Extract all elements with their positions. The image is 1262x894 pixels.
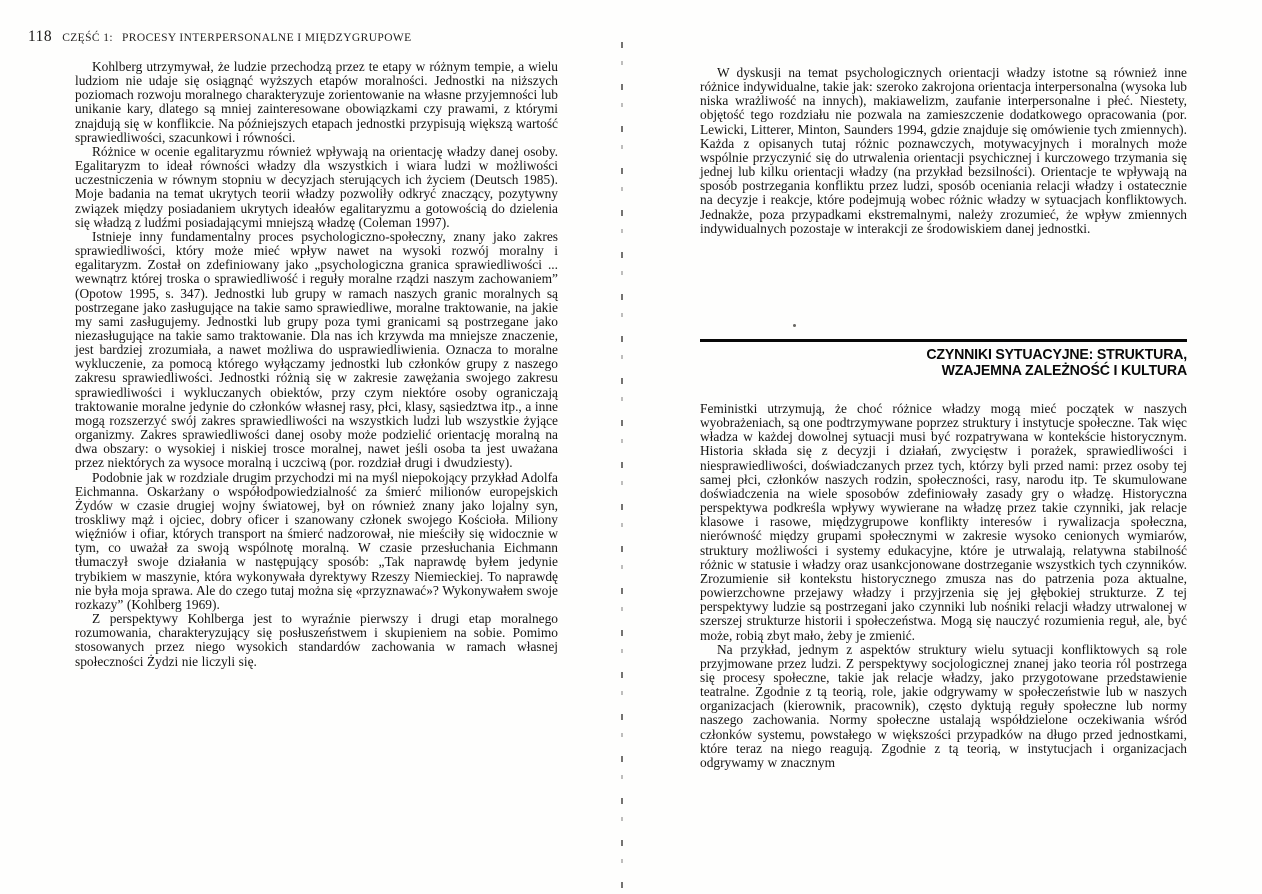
paragraph: Różnice w ocenie egalitaryzmu również wpływają na orientację władzy danej osoby. Egalitaryzm to ideał równości władzy dla wszystkich i wiara ludzi w możliwości uczestniczenia w równym stopniu w decyzjach sterujących ich życiem (Deutsch 1985). Moje badania na temat ukrytych teorii władzy pozwoliły odkryć znaczący, pozytywny związek między posiadaniem ukrytych ideałów egalitaryzmu a gotowością do dzielenia się władzą z ludźmi posiadającymi mniejszą władzę (Coleman 1997). (75, 143, 558, 230)
part-title: PROCESY INTERPERSONALNE I MIĘDZYGRUPOWE (122, 32, 412, 44)
page-gutter-line (621, 42, 623, 892)
paragraph: Kohlberg utrzymywał, że ludzie przechodzą przez te etapy w różnym tempie, a wielu ludziom nie udaje się osiągnąć wyższych etapów moralności. Jednostki na niższych poziomach rozwoju moralnego charakteryzuje zorientowanie na własne przyjemności lub unikanie kary, dlatego są mniej zainteresowane obowiązkami czy prawami, z którymi znajdują się w konflikcie. Na późniejszych etapach jednostki przypisują większą wartość sprawiedliwości, szacunkowi i równości. (75, 59, 558, 145)
section-heading-block (700, 339, 1187, 379)
page-number-left: 118 (28, 28, 53, 45)
section-heading-line2: WZAJEMNA ZALEŻNOŚĆ I KULTURA (941, 362, 1187, 379)
right-page-text-column-bottom (700, 402, 1187, 770)
paragraph: Na przykład, jednym z aspektów struktury wielu sytuacji konfliktowych są role przyjmowane przez ludzi. Z perspektywy socjologicznej znanej jako teoria ról postrzega się procesy społeczne, takie jak relacje władzy, jako przygotowane przedstawienie teatralne. Zgodnie z tą teorią, role, jakie odgrywamy w społeczeństwie lub w naszych organizacjach (kierownik, pracownik), często dyktują reguły społeczne lub normy naszego zachowania. Normy społeczne ustalają współdzielone oczekiwania wśród członków systemu, powstałego w większości przypadków na długo przed jednostkami, które teraz na niego reagują. Zgodnie z tą teorią, w instytucjach i organizacjach odgrywamy w znacznym (700, 641, 1187, 770)
section-rule (700, 339, 1187, 342)
part-label: CZĘŚĆ 1: (62, 32, 113, 44)
scan-artifact-dot (793, 324, 796, 327)
paragraph: Istnieje inny fundamentalny proces psychologiczno-społeczny, znany jako zakres sprawiedliwości, który może mieć wpływ nawet na wysoki rozwój moralny i egalitaryzm. Został on zdefiniowany jako „psychologiczna granica sprawiedliwości ... wewnątrz której troska o sprawiedliwość i reguły moralne rządzi naszym zachowaniem” (Opotow 1995, s. 347). Jednostki lub grupy w ramach naszych granic moralnych są postrzegane jako zasługujące na takie samo sprawiedliwe, moralne traktowanie, na jakie my sami zasługujemy. Jednostki lub grupy poza tymi granicami są postrzegane jako niezasługujące na takie samo traktowanie. Dla nas ich krzywda ma mniejsze znaczenie, jest bardziej zrozumiała, a nawet możliwa do usprawiedliwienia. Oznacza to moralne wykluczenie, za pomocą którego wyłączamy jednostki lub członków grupy z naszego zakresu sprawiedliwości. Jednostki różnią się w zakresie zawężania swojego zakresu sprawiedliwości i wykluczanych obiektów, przy czym niektóre osoby ograniczają traktowanie moralne jedynie do członków własnej rasy, płci, klasy, sąsiedztwa itp., a inne mogą rozszerzyć swój zakres sprawiedliwości na wszystkich ludzi lub wszystkie żyjące organizmy. Zakres sprawiedliwości danej osoby może podzielić orientację moralną na dwa obszary: o wysokiej i niskiej trosce moralnej, nawet jeśli osoba ta jest uważana przez niektórych za wysoce moralną i uczciwą (por. rozdział drugi i dwudziesty). (75, 228, 558, 471)
right-page-text-column-top (700, 66, 1187, 236)
paragraph: Feministki utrzymują, że choć różnice władzy mogą mieć początek w naszych wyobrażeniach, są one podtrzymywane poprzez struktury i instytucje społeczne. Tak więc władza w każdej dowolnej sytuacji musi być rozpatrywana w kontekście historycznym. Historia składa się z decyzji i działań, zwycięstw i porażek, sprawiedliwości i niesprawiedliwości, doświadczanych przez tych, którzy byli przed nami: przez osoby tej samej płci, członków naszych rodzin, społeczności, rasy, narodu itp. Te skumulowane doświadczenia na wiele sposobów zdefiniowały zasady gry o władzę. Historyczna perspektywa podkreśla wpływy wywierane na władzę przez takie czynniki, jak relacje klasowe i rasowe, międzygrupowe konflikty interesów i rywalizacja społeczna, nierówność między grupami społecznymi w zakresie wysoko cenionych wymiarów, struktury możliwości i systemy edukacyjne, które je utrwalają, relatywna stabilność różnic w statusie i władzy oraz usankcjonowane dostrzeganie wszystkich tych czynników. Zrozumienie sił kontekstu historycznego zmusza nas do patrzenia poza aktualne, powierzchowne przejawy władzy i przyjrzenia się jej głębokiej strukturze. Z tej perspektywy ludzie są postrzegani jako czynniki lub nośniki relacji władzy utrwalonej w szerszej strukturze historii i społeczeństwa. Mogą się nauczyć rozumienia reguł, ale, być może, robią zbyt mało, żeby je zmienić. (700, 401, 1187, 643)
paragraph: Z perspektywy Kohlberga jest to wyraźnie pierwszy i drugi etap moralnego rozumowania, charakteryzujący się posłuszeństwem i skupieniem na sobie. Pomimo stosowanych przez niego wysokich standardów zachowania w ramach własnej społeczności Żydzi nie liczyli się. (75, 611, 558, 669)
section-heading (715, 348, 1187, 379)
running-header-left (28, 28, 412, 46)
paragraph: Podobnie jak w rozdziale drugim przychodzi mi na myśl niepokojący przykład Adolfa Eichmanna. Oskarżany o współodpowiedzialność za śmierć milionów europejskich Żydów w czasie drugiej wojny światowej, był on również znany jako lojalny syn, troskliwy mąż i ojciec, dobry oficer i szanowany członek swojego Kościoła. Miliony więźniów i ofiar, których transport na śmierć nadzorował, nie mieściły się widocznie w tym, co uważał za swoją wspólnotę moralną. W czasie przesłuchania Eichmann tłumaczył swoje działania w następujący sposób: „Tak naprawdę byłem jedynie trybikiem w maszynie, która wykonywała dyrektywy Rzeszy Niemieckiej. To naprawdę nie była moja sprawa. Ale do czego tutaj można się «przyznawać»? Wykonywałem swoje rozkazy” (Kohlberg 1969). (75, 469, 558, 612)
section-heading-line1: CZYNNIKI SYTUACYJNE: STRUKTURA, (926, 347, 1187, 363)
paragraph: W dyskusji na temat psychologicznych orientacji władzy istotne są również inne różnice indywidualne, takie jak: szeroko zakrojona orientacja interpersonalna (wysoka lub niska wrażliwość na innych), makiawelizm, zaufanie interpersonalne i płeć. Niestety, objętość tego rozdziału nie pozwala na zamieszczenie dodatkowego opracowania (por. Lewicki, Litterer, Minton, Saunders 1994, gdzie znajduje się omówienie tych zmiennych). Każda z opisanych tutaj różnic poznawczych, motywacyjnych i moralnych może wspólnie przyczynić się do utrwalenia orientacji psychicznej i kurczowego trzymania się jednej lub kilku orientacji władzy (na przykład bezsilności). Orientacje te wpływają na sposób postrzegania konfliktu przez ludzi, sposób oceniania relacji władzy i ostatecznie na decyzje i reakcje, które podejmują wobec różnic władzy w sytuacjach konfliktowych. Jednakże, poza przypadkami ekstremalnymi, należy zrozumieć, że wpływ zmiennych indywidualnych pozostaje w interakcji ze środowiskiem danej jednostki. (700, 65, 1187, 236)
running-title-left (62, 32, 411, 44)
left-page-text-column (75, 60, 558, 669)
